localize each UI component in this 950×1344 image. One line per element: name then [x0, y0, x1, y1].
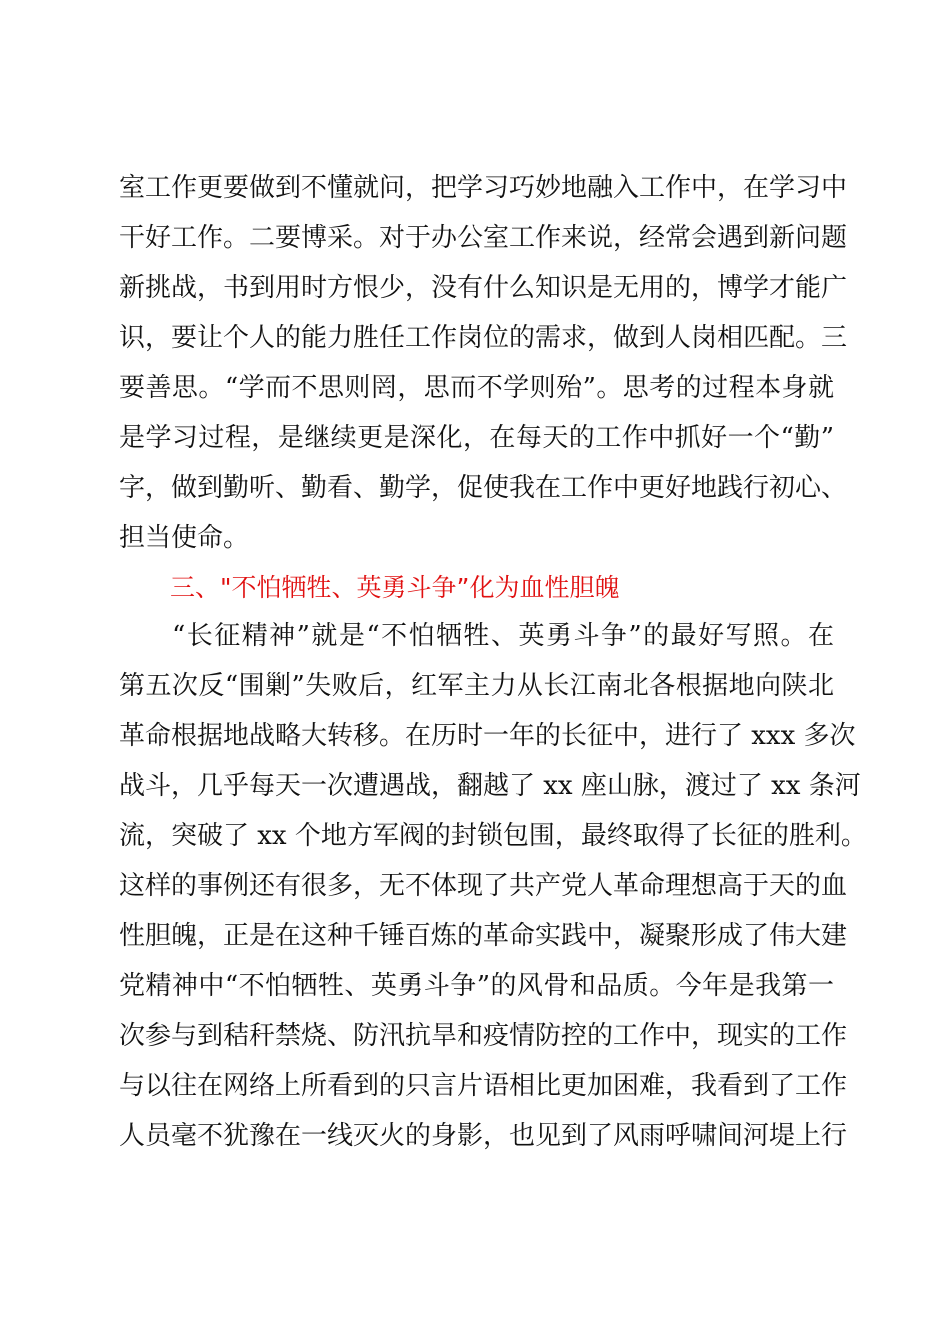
paragraph-line: 字，做到勤听、勤看、勤学，促使我在工作中更好地践行初心、	[119, 473, 848, 503]
paragraph-line: 战斗，几乎每天一次遭遇战，翻越了 xx 座山脉，渡过了 xx 条河	[119, 771, 861, 801]
paragraph-line: 干好工作。二要博采。对于办公室工作来说，经常会遇到新问题	[119, 223, 848, 253]
paragraph-line: 室工作更要做到不懂就问，把学习巧妙地融入工作中，在学习中	[119, 173, 848, 203]
paragraph-line: 识，要让个人的能力胜任工作岗位的需求，做到人岗相匹配。三	[119, 323, 848, 353]
paragraph-line: 流，突破了 xx 个地方军阀的封锁包围，最终取得了长征的胜利。	[119, 821, 867, 851]
paragraph-line: “长征精神”就是“不怕牺牲、英勇斗争”的最好写照。在	[172, 621, 834, 651]
paragraph-line: 第五次反“围剿”失败后，红军主力从长江南北各根据地向陕北	[119, 671, 834, 701]
section-heading: 三、"不怕牺牲、英勇斗争”化为血性胆魄	[170, 573, 620, 602]
paragraph-line: 革命根据地战略大转移。在历时一年的长征中，进行了 xxx 多次	[119, 721, 856, 751]
paragraph-line: 性胆魄，正是在这种千锤百炼的革命实践中，凝聚形成了伟大建	[119, 921, 848, 951]
paragraph-line: 党精神中“不怕牺牲、英勇斗争”的风骨和品质。今年是我第一	[119, 971, 834, 1001]
paragraph-line: 人员毫不犹豫在一线灭火的身影，也见到了风雨呼啸间河堤上行	[119, 1121, 848, 1151]
paragraph-line: 是学习过程，是继续更是深化，在每天的工作中抓好一个“勤”	[119, 423, 834, 453]
paragraph-line: 次参与到秸秆禁烧、防汛抗旱和疫情防控的工作中，现实的工作	[119, 1021, 848, 1051]
paragraph-line: 与以往在网络上所看到的只言片语相比更加困难，我看到了工作	[119, 1071, 848, 1101]
paragraph-line: 这样的事例还有很多，无不体现了共产党人革命理想高于天的血	[119, 871, 848, 901]
paragraph-line: 新挑战，书到用时方恨少，没有什么知识是无用的，博学才能广	[119, 273, 848, 303]
paragraph-line: 担当使命。	[119, 523, 250, 553]
paragraph-line: 要善思。“学而不思则罔，思而不学则殆”。思考的过程本身就	[119, 373, 834, 403]
